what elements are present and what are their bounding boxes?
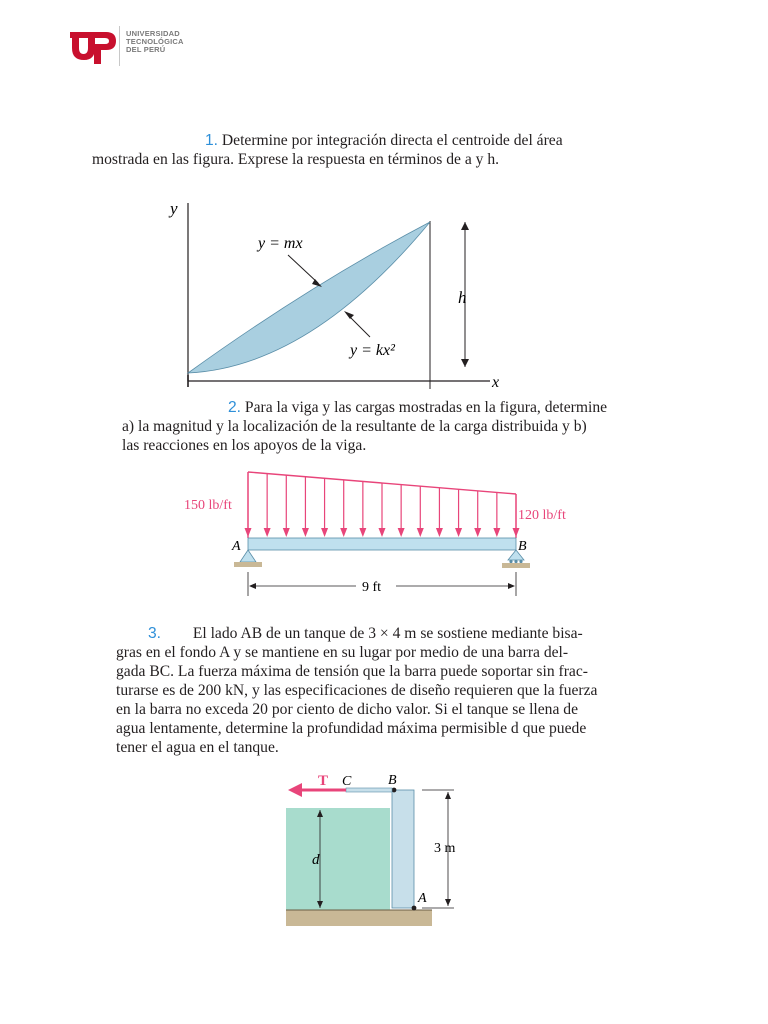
y-axis-label: y	[170, 199, 178, 218]
hinge-a	[412, 906, 417, 911]
problem-2-figure	[176, 466, 596, 606]
logo-separator	[119, 26, 120, 66]
problem-3-text-1: El lado AB de un tanque de 3 × 4 m se sostiene mediante bisa-	[192, 625, 583, 642]
load-arrow-head	[283, 528, 290, 537]
problem-1-number: 1.	[205, 132, 219, 149]
rod-bc	[346, 788, 392, 792]
x-axis-label: x	[492, 374, 500, 391]
load-arrow-head	[493, 528, 500, 537]
force-label: T	[318, 773, 329, 789]
problem-2-number: 2.	[228, 399, 242, 416]
support-a-ground	[234, 562, 262, 567]
load-arrows	[245, 472, 520, 537]
point-b	[392, 788, 397, 793]
support-b-wheel-2	[514, 560, 517, 563]
logo-line-3: DEL PERÚ	[126, 45, 166, 55]
problem-3-line-5: en la barra no exceda 20 por ciento de dicho valor. Si el tanque se llena de	[116, 701, 579, 718]
span-label: 9 ft	[362, 580, 382, 595]
load-arrow-head	[245, 528, 252, 537]
height-arrow-top	[445, 792, 451, 799]
problem-3-line-6: agua lentamente, determine la profundidad máxima permisible d que puede	[116, 720, 587, 737]
support-a-pin	[240, 550, 256, 562]
support-b-label: B	[518, 539, 527, 554]
point-a-label: A	[418, 891, 427, 906]
height-arrow-bottom	[445, 899, 451, 906]
height-label: 3 m	[434, 841, 456, 856]
problem-3-line-2: gras en el fondo A y se mantiene en su lugar por medio de una barra del-	[116, 644, 569, 661]
height-arrow-top	[461, 222, 469, 230]
curve-label-leader	[348, 315, 370, 337]
water	[286, 808, 390, 910]
logo-wordmark	[126, 30, 184, 55]
problem-3-number: 3.	[148, 625, 162, 642]
beam	[248, 538, 516, 550]
load-arrow-head	[340, 528, 347, 537]
line-label: y = mx	[258, 235, 303, 252]
load-arrow-head	[359, 528, 366, 537]
left-load-label: 150 lb/ft	[184, 498, 232, 513]
load-arrow-head	[417, 528, 424, 537]
support-a-label: A	[232, 539, 241, 554]
problem-1-line-2: mostrada en las figura. Exprese la respuesta en términos de a y h.	[92, 151, 500, 168]
load-arrow-head	[379, 528, 386, 537]
depth-label: d	[312, 852, 320, 868]
utp-logo	[70, 26, 200, 68]
load-arrow-head	[398, 528, 405, 537]
support-b-wheel-3	[519, 560, 522, 563]
problem-3-line-7: tener el agua en el tanque.	[116, 739, 279, 756]
load-arrow-head	[264, 528, 271, 537]
point-c-label: C	[342, 774, 352, 789]
height-arrow-bottom	[461, 359, 469, 367]
load-arrow-head	[513, 528, 520, 537]
load-arrow-head	[455, 528, 462, 537]
height-label: h	[458, 288, 467, 307]
load-arrow-head	[436, 528, 443, 537]
span-arrow-right	[508, 583, 515, 589]
curve-label: y = kx²	[350, 342, 395, 359]
problem-2-line-1	[228, 398, 607, 417]
curve-label-arrow	[344, 311, 354, 319]
logo-line-2: TECNOLÓGICA	[126, 37, 184, 47]
span-arrow-left	[249, 583, 256, 589]
problem-1-text-1: Determine por integración directa el centroide del área	[221, 132, 563, 149]
problem-2-line-2: a) la magnitud y la localización de la resultante de la carga distribuida y b)	[122, 418, 587, 435]
ground	[286, 910, 432, 926]
problem-2-line-3: las reacciones en los apoyos de la viga.	[122, 437, 367, 454]
support-b-ground	[502, 563, 530, 568]
problem-2-text-1: Para la viga y las cargas mostradas en la figura, determine	[244, 399, 608, 416]
line-label-leader	[288, 255, 318, 283]
tank-side-ab	[392, 790, 414, 908]
point-b-label: B	[388, 773, 397, 788]
load-arrow-head	[321, 528, 328, 537]
line-label-arrow	[312, 279, 322, 287]
problem-1-figure	[160, 195, 520, 395]
utp-logo-mark	[70, 26, 118, 66]
problem-3-line-1	[148, 624, 583, 643]
problem-3-line-4: turarse es de 200 kN, y las especificaciones de diseño requieren que la fuerza	[116, 682, 598, 699]
load-arrow-head	[302, 528, 309, 537]
problem-1-line-1	[205, 131, 563, 150]
right-load-label: 120 lb/ft	[518, 508, 566, 523]
load-arrow-head	[474, 528, 481, 537]
logo-line-1: UNIVERSIDAD	[126, 29, 180, 38]
problem-3-figure	[284, 768, 474, 932]
force-arrow-head	[288, 783, 302, 797]
problem-3-line-3: gada BC. La fuerza máxima de tensión que la barra puede soportar sin frac-	[116, 663, 588, 680]
support-b-wheel-1	[509, 560, 512, 563]
